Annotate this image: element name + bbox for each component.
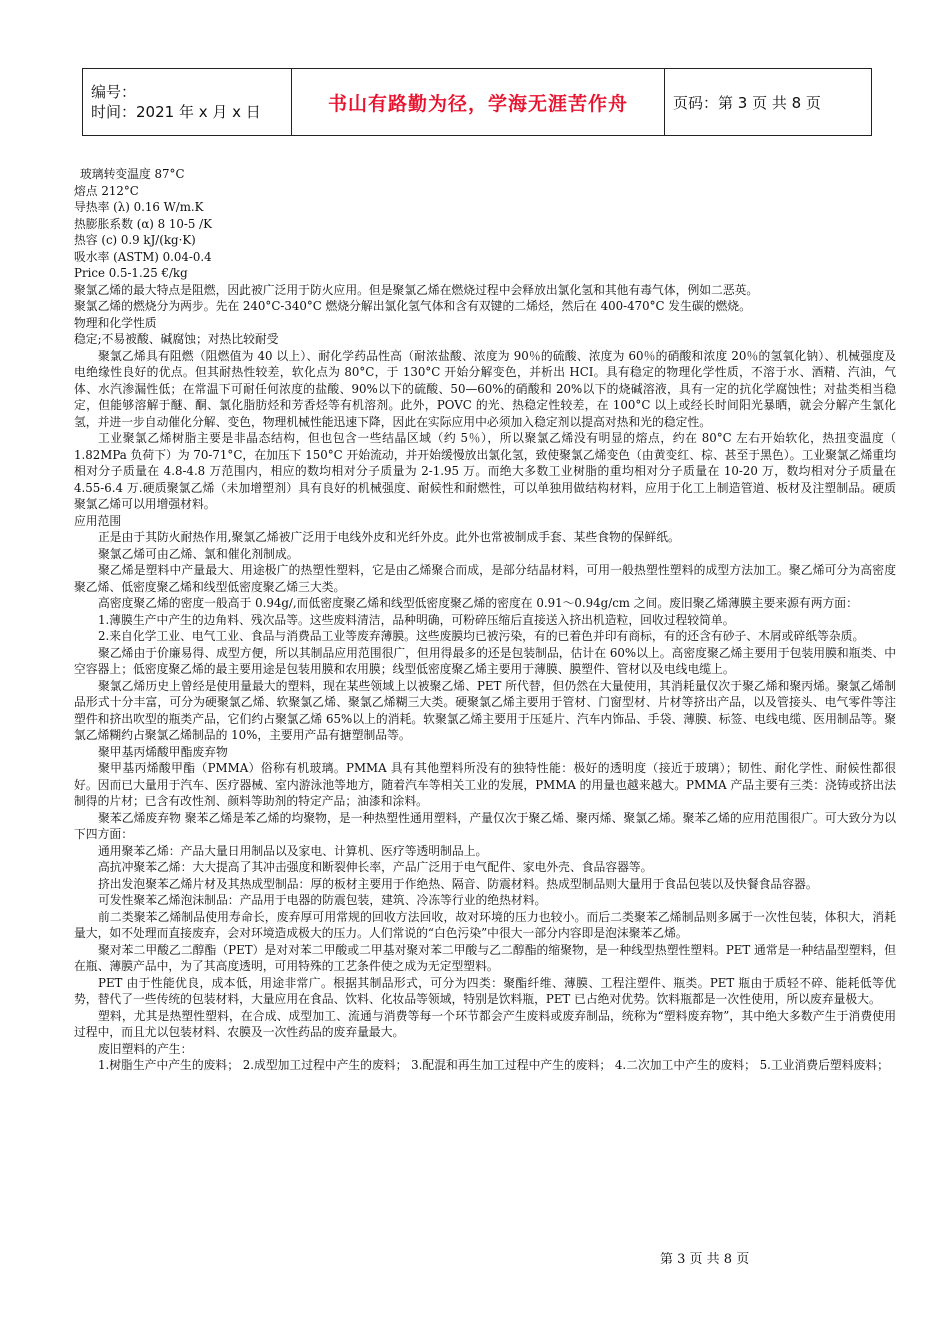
header-meta (83, 69, 292, 136)
header-motto-cell (292, 69, 665, 136)
body-paragraph: 聚氯乙烯历史上曾经是使用量最大的塑料，现在某些领域上以被聚乙烯、PET 所代替，但仍然在大量使用，其消耗量仅次于聚乙烯和聚丙烯。聚氯乙烯制品形式十分丰富，可分为硬聚氯乙烯、软聚氯乙烯、聚氯乙烯糊三大类。硬聚氯乙烯主要用于管材、门窗型材、片材等挤出产品，以及管接头、电气零件等注塑件和挤出吹型的瓶类产品，它们约占聚氯乙烯 65%以上的消耗。软聚氯乙烯主要用于压延片、汽车内饰品、手袋、薄膜、标签、电线电缆、医用制品等。聚氯乙烯糊约占聚氯乙烯制品的 10%，主要用产品有搪塑制品等。 (74, 678, 896, 742)
body-paragraph: 聚甲基丙烯酸甲酯（PMMA）俗称有机玻璃。PMMA 具有其他塑料所没有的独特性能：极好的透明度（接近于玻璃）；韧性、耐化学性、耐候性都很好。因而已大量用于汽车、医疗器械、室内游泳池等地方，随着汽车等相关工业的发展，PMMA 的用量也越来越大。PMMA 产品主要有三类：浇铸或挤出法制得的片材；已含有改性剂、颜料等助剂的特定产品；油漆和涂料。 (74, 761, 896, 808)
header-page-number: 页码：第 3 页 共 8 页 (665, 69, 872, 136)
body-paragraph: 高抗冲聚苯乙烯：大大提高了其冲击强度和断裂伸长率，产品广泛用于电气配件、家电外壳、食品容器等。 (98, 860, 653, 874)
body-paragraph: 正是由于其防火耐热作用,聚氯乙烯被广泛用于电线外皮和光纤外皮。此外也常被制成手套、某些食物的保鲜纸。 (98, 530, 680, 544)
body-paragraph: Price 0.5-1.25 €/kg (74, 266, 188, 280)
body-paragraph: 热容 (c) 0.9 kJ/(kg·K) (74, 233, 196, 247)
header-motto: 书山有路勤为径，学海无涯苦作舟 (327, 92, 628, 115)
page-footer: 第 3 页 共 8 页 (660, 1252, 750, 1267)
body-paragraph: 可发性聚苯乙烯泡沫制品：产品用于电器的防震包装，建筑、冷冻等行业的绝热材料。 (98, 893, 547, 907)
body-paragraph: 聚氯乙烯可由乙烯、氯和催化剂制成。 (98, 546, 299, 561)
body-paragraph: 塑料，尤其是热塑性塑料，在合成、成型加工、流通与消费等每一个环节都会产生废料或废弃制品，统称为“塑料废弃物”，其中绝大多数产生于消费使用过程中，而且尤以包装材料、农膜及一次性药品的废弃量最大。 (74, 1008, 896, 1039)
body-paragraph: 通用聚苯乙烯：产品大量日用制品以及家电、计算机、医疗等透明制品上。 (98, 843, 488, 858)
body-paragraph: 物理和化学性质 (74, 315, 157, 330)
document-number: 编号： (91, 83, 137, 101)
document-date: 时间：2021 年 x 月 x 日 (91, 103, 261, 121)
body-paragraph: 聚氯乙烯具有阻燃（阻燃值为 40 以上）、耐化学药品性高（耐浓盐酸、浓度为 90％的硫酸、浓度为 60％的硝酸和浓度 20％的氢氧化钠）、机械强度及电绝缘性良好的优点。但其耐热性较差，软化点为 80°C，于 130°C 开始分解变色，并析出 HCI。具有稳定的物理化学性质，不溶于水、酒精、汽油，气体、水汽渗漏性低；在常温下可耐任何浓度的盐酸、90%以下的硫酸、50—60%的硝酸和 20%以下的烧碱溶液，具有一定的抗化学腐蚀性；对盐类相当稳定，但能够溶解于醚、酮、氯化脂肪烃和芳香烃等有机溶剂。此外，POVC 的光、热稳定性较差，在 100°C 以上或经长时间阳光暴晒，就会分解产生氯化氢，并进一步自动催化分解、变色，物理机械性能迅速下降，因此在实际应用中必须加入稳定剂以提高对热和光的稳定性。 (74, 348, 896, 429)
body-paragraph: 应用范围 (74, 513, 122, 528)
body-paragraph: 聚苯乙烯废弃物 聚苯乙烯是苯乙烯的均聚物，是一种热塑性通用塑料，产量仅次于聚乙烯、聚丙烯、聚氯乙烯。聚苯乙烯的应用范围很广。可大致分为以下四方面： (74, 810, 896, 841)
body-paragraph: 导热率 (λ) 0.16 W/m.K (74, 200, 204, 214)
body-paragraph: PET 由于性能优良，成本低，用途非常广。根据其制品形式，可分为四类：聚酯纤维、薄膜、工程注塑件、瓶类。PET 瓶由于质轻不碎、能耗低等优势，替代了一些传统的包装材料，大量应用在食品、饮料、化妆品等领域，特别是饮料瓶，PET 已占绝对优势。饮料瓶都是一次性使用，所以废弃量极大。 (74, 975, 896, 1006)
body-paragraph: 玻璃转变温度 87°C (80, 167, 185, 181)
body-paragraph: 工业聚氯乙烯树脂主要是非晶态结构，但也包含一些结晶区域（约 5％），所以聚氯乙烯没有明显的熔点，约在 80°C 左右开始软化，热扭变温度（ 1.82MPa 负荷下）为 70-71°C，在加压下 150°C 开始流动，并开始缓慢放出氯化氢，致使聚氯乙烯变色（由黄变红、棕、甚至于黑色）。工业聚氯乙烯重均相对分子质量在 4.8-4.8 万范围内，相应的数均相对分子质量为 2-1.95 万。而绝大多数工业树脂的重均相对分子质量在 10-20 万，数均相对分子质量在 4.55-6.4 万.硬质聚氯乙烯（未加增塑剂）具有良好的机械强度、耐候性和耐燃性，可以单独用做结构材料，应用于化工上制造管道、板材及注塑制品。硬质聚氯乙烯可以用增强材料。 (74, 431, 896, 511)
body-paragraph: 聚氯乙烯的燃烧分为两步。先在 240°C-340°C 燃烧分解出氯化氢气体和含有双键的二烯烃，然后在 400-470°C 发生碳的燃烧。 (74, 299, 751, 313)
body-paragraph: 挤出发泡聚苯乙烯片材及其热成型制品：厚的板材主要用于作绝热、隔音、防震材料。热成型制品则大量用于食品包装以及快餐食品容器。 (98, 876, 818, 891)
page-header (82, 68, 872, 136)
body-paragraph: 热膨胀系数 (α) 8 10-5 /K (74, 216, 212, 231)
body-paragraph: 高密度聚乙烯的密度一般高于 0.94g/,而低密度聚乙烯和线型低密度聚乙烯的密度在 0.91～0.94g/cm 之间。废旧聚乙烯薄膜主要来源有两方面： (98, 596, 858, 610)
body-paragraph: 聚乙烯由于价廉易得、成型方便，所以其制品应用范围很广，但用得最多的还是包装制品，估计在 60%以上。高密度聚乙烯主要用于包装用膜和瓶类、中空容器上；低密度聚乙烯的最主要用途是包装用膜和农用膜；线型低密度聚乙烯主要用于薄膜、膜塑件、管材以及电线电缆上。 (74, 645, 896, 676)
body-paragraph: 1.树脂生产中产生的废料； 2.成型加工过程中产生的废料； 3.配混和再生加工过程中产生的废料； 4.二次加工中产生的废料； 5.工业消费后塑料废料； (98, 1058, 889, 1072)
body-paragraph: 聚氯乙烯的最大特点是阻燃，因此被广泛用于防火应用。但是聚氯乙烯在燃烧过程中会释放出氯化氢和其他有毒气体，例如二恶英。 (74, 282, 759, 297)
body-paragraph: 废旧塑料的产生： (98, 1041, 193, 1056)
body-paragraph: 前二类聚苯乙烯制品使用寿命长，废弃厚可用常规的回收方法回收，故对环境的压力也较小。而后二类聚苯乙烯制品则多属于一次性包装，体积大，消耗量大，如不处理而直接废弃，会对环境造成极大的压力。人们常说的“白色污染”中很大一部分内容即是泡沫聚苯乙烯。 (74, 909, 896, 940)
body-paragraph: 1.薄膜生产中产生的边角料、残次品等。这些废料清洁，品种明确，可粉碎压缩后直接送入挤出机造粒，回收过程较简单。 (98, 612, 735, 627)
body-paragraph: 聚甲基丙烯酸甲酯废弃物 (98, 744, 228, 759)
body-paragraph: 2.来自化学工业、电气工业、食品与消费品工业等废弃薄膜。这些废膜均已被污染，有的已着色并印有商标，有的还含有砂子、木屑或碎纸等杂质。 (98, 629, 865, 643)
body-paragraph: 聚对苯二甲酸乙二醇酯（PET）是对对苯二甲酸或二甲基对聚对苯二甲酸与乙二醇酯的缩聚物，是一种线型热塑性塑料。PET 通常是一种结晶型塑料，但在瓶、薄膜产品中，为了其高度透明，可用特殊的工艺条件使之成为无定型塑料。 (74, 942, 896, 973)
body-paragraph: 吸水率 (ASTM) 0.04-0.4 (74, 249, 212, 264)
document-body (74, 166, 896, 1074)
body-paragraph: 稳定;不易被酸、碱腐蚀；对热比较耐受 (74, 332, 279, 346)
body-paragraph: 聚乙烯是塑料中产量最大、用途极广的热塑性塑料，它是由乙烯聚合而成，是部分结晶材料，可用一般热塑性塑料的成型方法加工。聚乙烯可分为高密度聚乙烯、低密度聚乙烯和线型低密度聚乙烯三大类。 (74, 563, 896, 594)
body-paragraph: 熔点 212°C (74, 183, 139, 198)
